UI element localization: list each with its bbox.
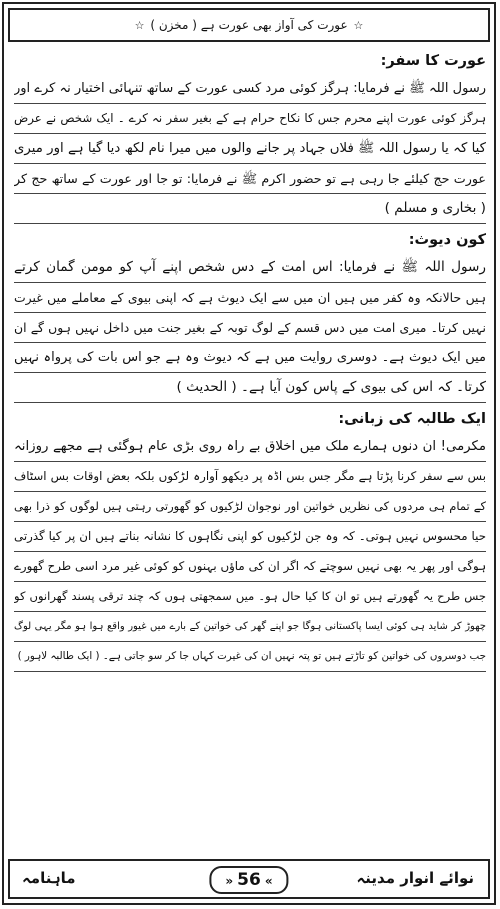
section-paragraph	[14, 74, 486, 225]
text-line: کیا کہ یا رسول اللہ ﷺ فلاں جہاد پر جانے والوں میں میرا نام لکھ دیا گیا ہے اور میری	[14, 134, 486, 164]
page-header	[8, 8, 490, 42]
star-icon: ☆	[353, 19, 364, 32]
page-border	[2, 2, 496, 905]
section-heading: ایک طالبہ کی زبانی:	[338, 411, 486, 427]
section-heading: کون دیوث:	[408, 232, 486, 248]
text-line: نہیں کرتا۔ میری امت میں دس قسم کے لوگ توبہ کے بغیر جنت میں داخل نہیں ہوں گے ان	[14, 313, 486, 343]
text-line: چھوڑ کر شاید ہی کوئی ایسا پاکستانی ہوگا جو اپنے گھر کی خواتین کے بارے میں غیور واقع ہوا ہو مگر یہی لوگ	[14, 612, 486, 642]
text-line: ( بخاری و مسلم )	[14, 194, 486, 224]
article-body	[14, 46, 486, 861]
magazine-label: ماہنامہ	[22, 869, 76, 887]
section-heading: عورت کا سفر:	[380, 53, 486, 69]
text-line: ہوگی اور پھر یہ بھی نہیں سوچتے کہ اگر ان کی ماؤں بہنوں کو کوئی غیر مرد اسی طرح گھورے	[14, 552, 486, 582]
magazine-name: نوائے انوار مدینہ	[356, 869, 474, 887]
text-line: بس سے سفر کرنا پڑتا ہے مگر جس بس اڈہ پر دیکھو آوارہ لڑکوں بلکہ بعض اوقات بس اسٹاف	[14, 462, 486, 492]
text-line: کے تمام ہی مردوں کی نظریں خواتین اور نوجوان لڑکیوں کو گھورتی رہتی ہیں لوگوں کو ذرا بھی	[14, 492, 486, 522]
text-line: جب دوسروں کی خواتین کو تاڑتے ہیں تو پتہ نہیں ان کی غیرت کہاں جا کر سو جاتی ہے۔ ( ایک طالبہ لاہور )	[14, 642, 486, 672]
ornament-icon: »	[225, 874, 234, 888]
page-footer	[8, 859, 490, 899]
header-title: عورت کی آواز بھی عورت ہے ( مخزن )	[150, 18, 348, 32]
text-line: حیا محسوس نہیں ہوتی۔ کہ وہ جن لڑکیوں کو اپنی نگاہوں کا نشانہ بناتے ہیں ان پر کیا گذرتی	[14, 522, 486, 552]
text-line: جس طرح یہ گھورتے ہیں تو ان کا کیا حال ہو۔ میں سمجھتی ہوں کہ چند ترقی پسند گھرانوں کو	[14, 582, 486, 612]
page-number: 56	[237, 870, 261, 890]
text-line: ہیں حالانکہ وہ کفر میں ہیں ان میں سے ایک دیوث ہے کہ اپنی بیوی کے معاملے میں غیرت	[14, 283, 486, 313]
text-line: رسول اللہ ﷺ نے فرمایا: ہرگز کوئی مرد کسی عورت کے ساتھ تنہائی اختیار نہ کرے اور	[14, 74, 486, 104]
text-line: رسول اللہ ﷺ نے فرمایا: اس امت کے دس شخص اپنے آپ کو مومن گمان کرتے	[14, 253, 486, 283]
page-number-badge	[209, 866, 288, 894]
text-line: عورت حج کیلئے جا رہی ہے تو حضور اکرم ﷺ نے فرمایا: تو جا اور عورت کے ساتھ حج کر	[14, 164, 486, 194]
article-section	[14, 408, 486, 673]
text-line: ہرگز کوئی عورت اپنے محرم جس کا نکاح حرام ہے کے بغیر سفر نہ کرے ۔ ایک شخص نے عرض	[14, 104, 486, 134]
article-section	[14, 50, 486, 225]
star-icon: ☆	[134, 19, 145, 32]
text-line: میں ایک دیوث ہے۔ دوسری روایت میں ہے کہ دیوث وہ ہے جو اس بات کی پرواہ نہیں	[14, 343, 486, 373]
article-section	[14, 229, 486, 404]
text-line: مکرمی! ان دنوں ہمارے ملک میں اخلاق بے راہ روی بڑی عام ہوگئی ہے مجھے روزانہ	[14, 432, 486, 462]
section-paragraph	[14, 432, 486, 673]
section-paragraph	[14, 253, 486, 404]
text-line: کرتا۔ کہ اس کی بیوی کے پاس کون آیا ہے۔ ( الحدیث )	[14, 373, 486, 403]
ornament-icon: «	[264, 874, 273, 888]
